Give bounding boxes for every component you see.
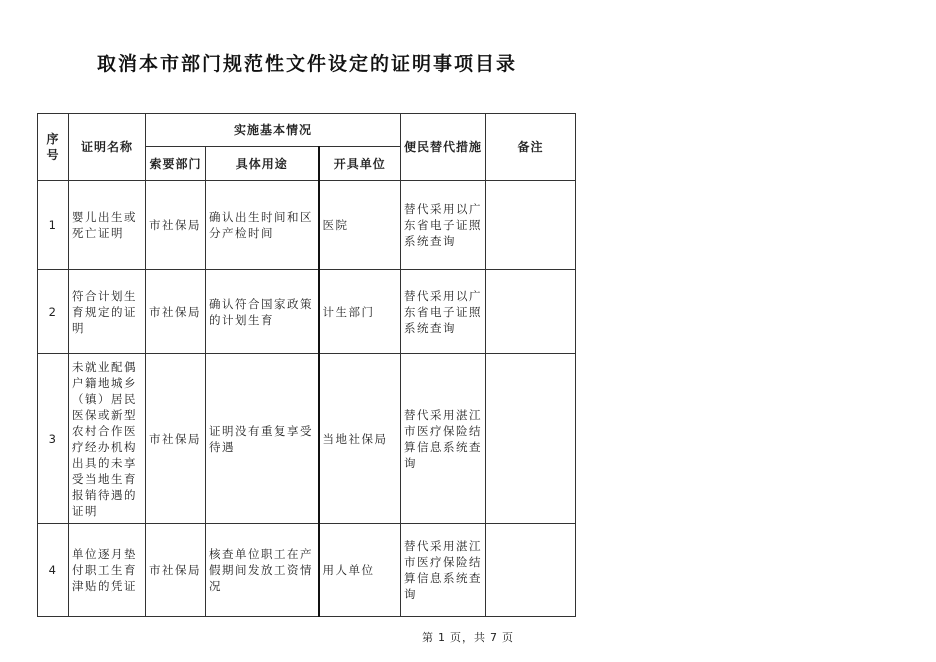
row-name: 未就业配偶户籍地城乡（镇）居民医保或新型农村合作医疗经办机构出具的未享受当地生育报销待遇的证明 bbox=[69, 354, 146, 524]
row-note bbox=[486, 354, 576, 524]
header-row-1 bbox=[38, 114, 576, 147]
footer-label-mid: 页，共 bbox=[450, 631, 486, 644]
row-name: 婴儿出生或死亡证明 bbox=[69, 181, 146, 270]
header-dept: 索要部门 bbox=[146, 147, 206, 181]
header-impl: 实施基本情况 bbox=[146, 114, 401, 147]
row-name: 符合计划生育规定的证明 bbox=[69, 270, 146, 354]
row-dept: 市社保局 bbox=[146, 524, 206, 617]
page-footer bbox=[0, 629, 936, 645]
row-use: 确认符合国家政策的计划生育 bbox=[206, 270, 319, 354]
row-issuer: 计生部门 bbox=[319, 270, 401, 354]
row-use: 确认出生时间和区分产检时间 bbox=[206, 181, 319, 270]
table-row bbox=[38, 270, 576, 354]
row-dept: 市社保局 bbox=[146, 181, 206, 270]
header-issuer: 开具单位 bbox=[319, 147, 401, 181]
row-seq: 2 bbox=[38, 270, 69, 354]
row-name: 单位逐月垫付职工生育津贴的凭证 bbox=[69, 524, 146, 617]
footer-total-pages: 7 bbox=[490, 631, 498, 644]
header-use: 具体用途 bbox=[206, 147, 319, 181]
row-issuer: 用人单位 bbox=[319, 524, 401, 617]
row-seq: 4 bbox=[38, 524, 69, 617]
row-dept: 市社保局 bbox=[146, 354, 206, 524]
row-alt: 替代采用以广东省电子证照系统查询 bbox=[401, 270, 486, 354]
page-title: 取消本市部门规范性文件设定的证明事项目录 bbox=[96, 53, 517, 75]
header-alt: 便民替代措施 bbox=[401, 114, 486, 181]
row-issuer: 医院 bbox=[319, 181, 401, 270]
table-row bbox=[38, 181, 576, 270]
header-name: 证明名称 bbox=[69, 114, 146, 181]
row-seq: 3 bbox=[38, 354, 69, 524]
row-note bbox=[486, 270, 576, 354]
row-note bbox=[486, 524, 576, 617]
footer-label-post: 页 bbox=[502, 631, 514, 644]
row-use: 证明没有重复享受待遇 bbox=[206, 354, 319, 524]
footer-label-pre: 第 bbox=[422, 631, 434, 644]
row-alt: 替代采用以广东省电子证照系统查询 bbox=[401, 181, 486, 270]
header-seq: 序号 bbox=[38, 114, 69, 181]
row-seq: 1 bbox=[38, 181, 69, 270]
row-use: 核查单位职工在产假期间发放工资情况 bbox=[206, 524, 319, 617]
table-row bbox=[38, 354, 576, 524]
row-alt: 替代采用湛江市医疗保险结算信息系统查询 bbox=[401, 354, 486, 524]
table-row bbox=[38, 524, 576, 617]
row-dept: 市社保局 bbox=[146, 270, 206, 354]
row-note bbox=[486, 181, 576, 270]
row-alt: 替代采用湛江市医疗保险结算信息系统查询 bbox=[401, 524, 486, 617]
row-issuer: 当地社保局 bbox=[319, 354, 401, 524]
header-note: 备注 bbox=[486, 114, 576, 181]
catalog-table bbox=[37, 113, 576, 617]
footer-page-number: 1 bbox=[438, 631, 446, 644]
